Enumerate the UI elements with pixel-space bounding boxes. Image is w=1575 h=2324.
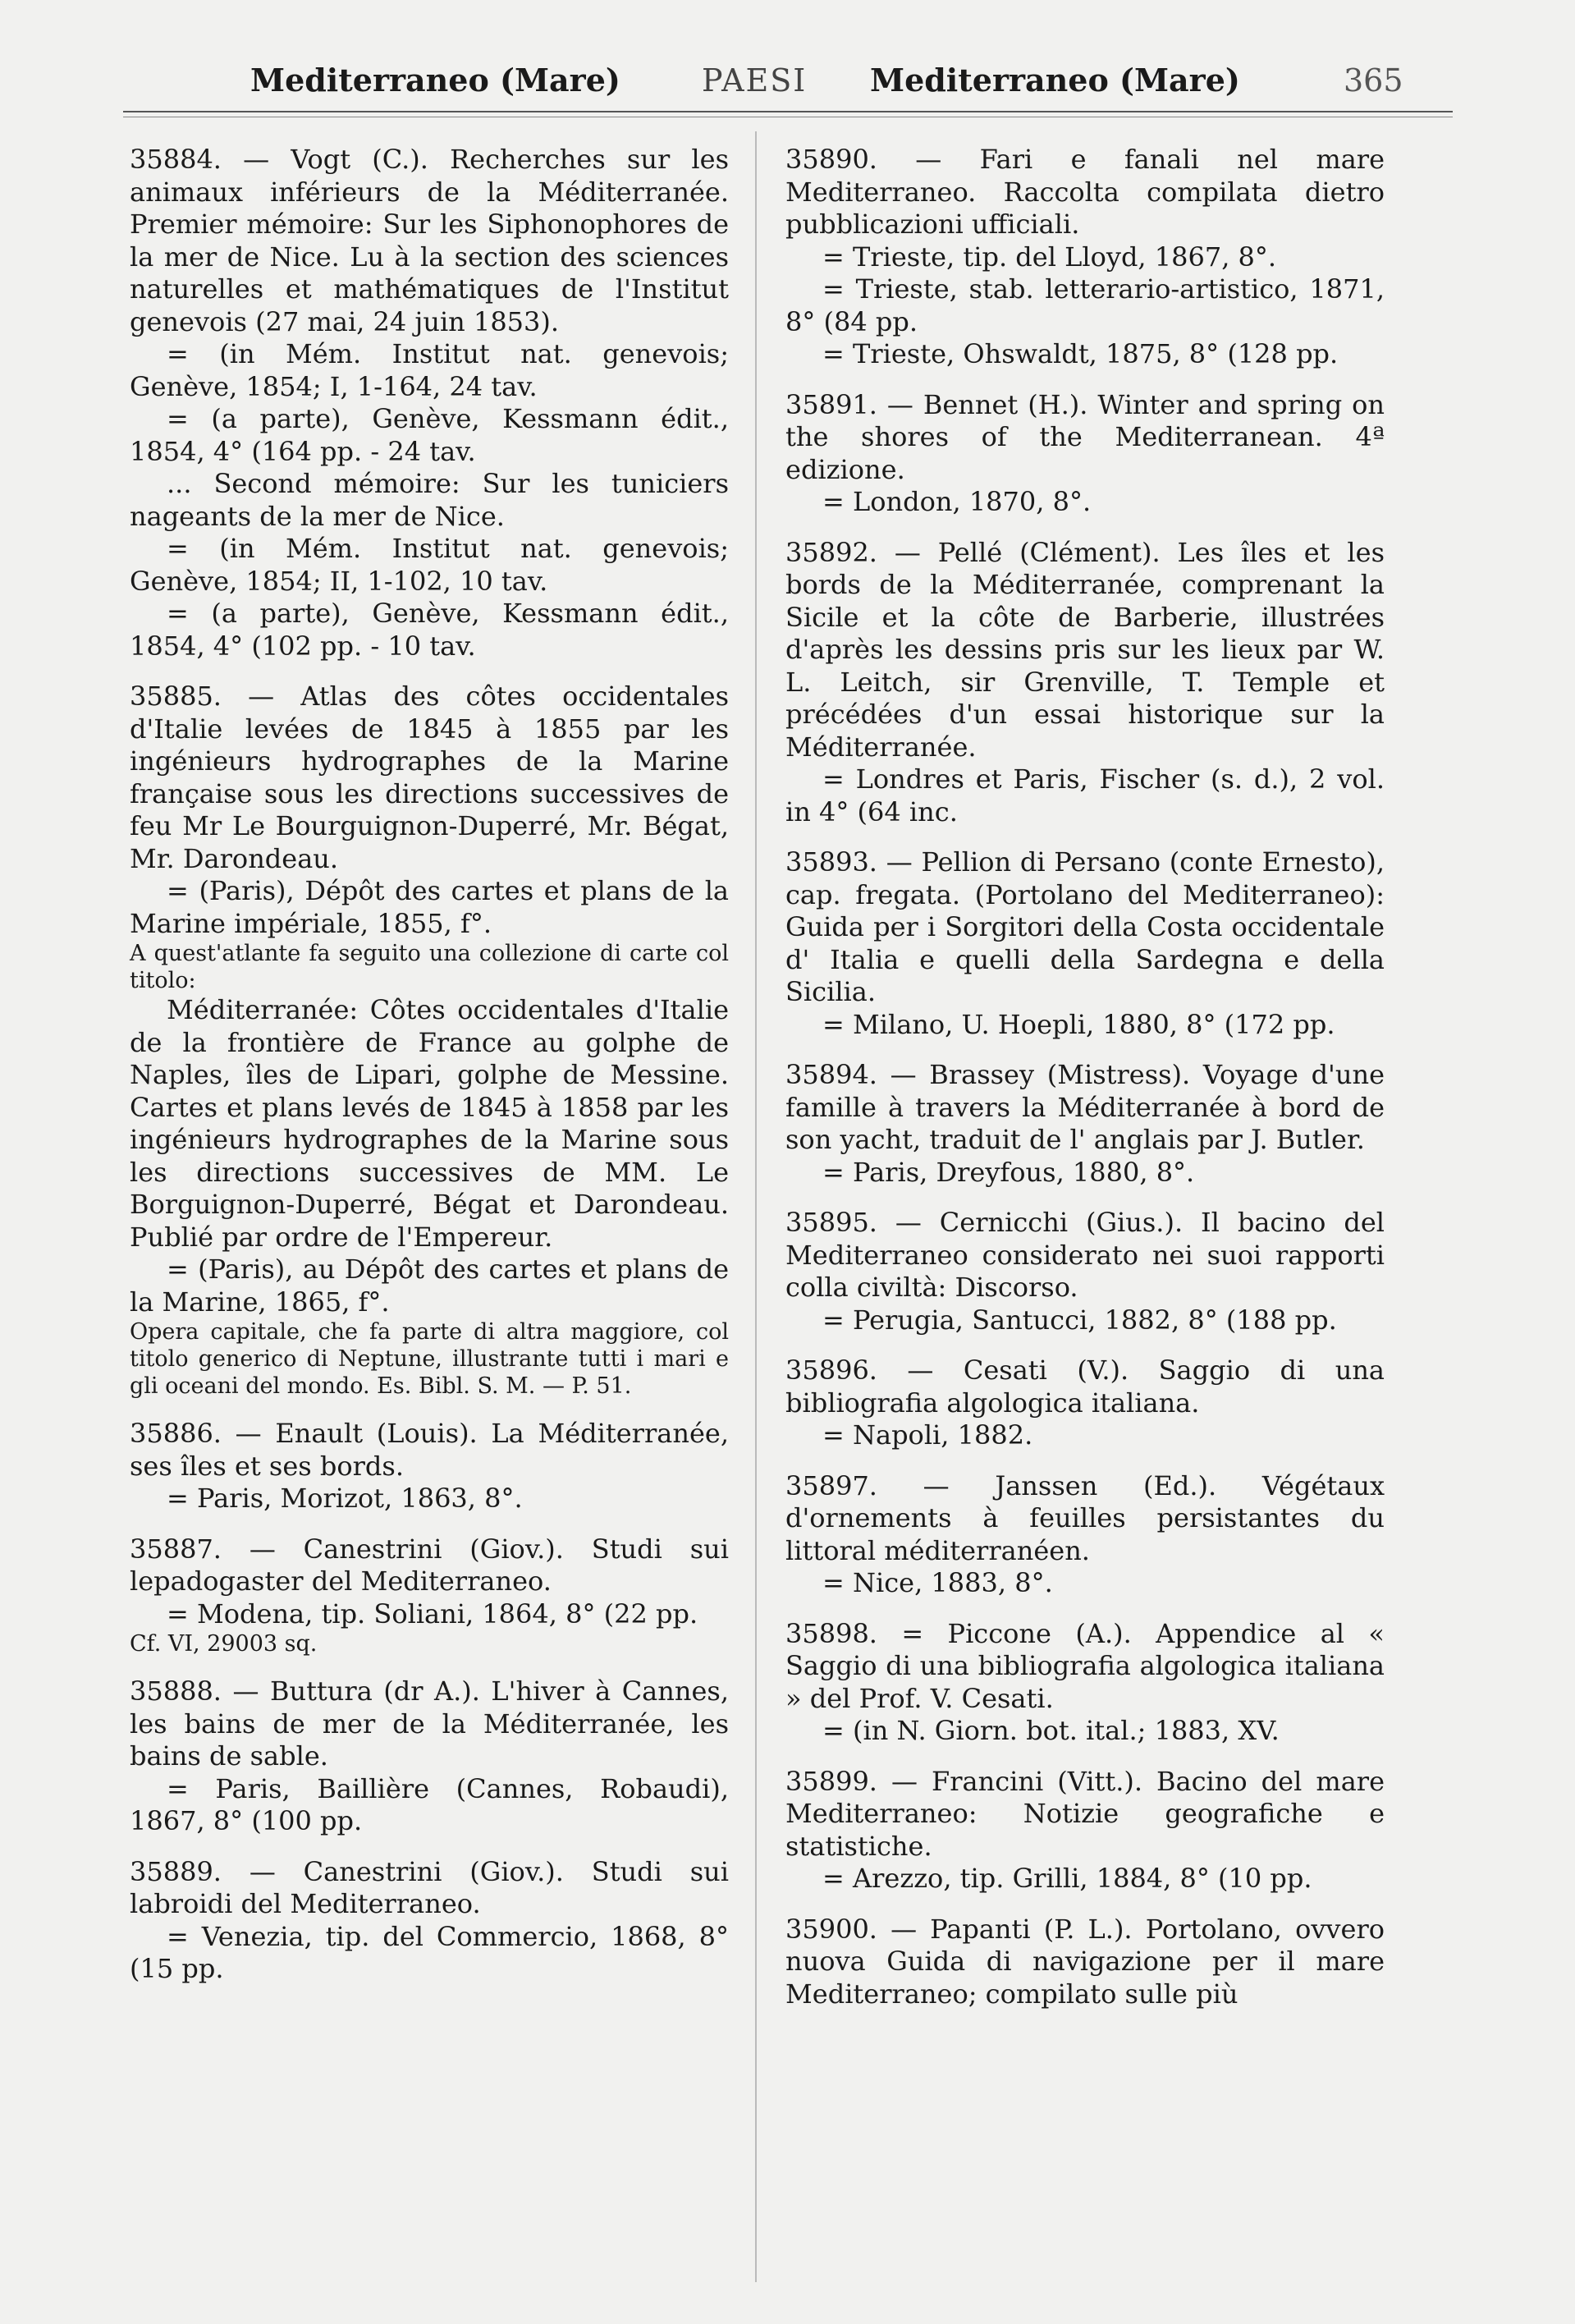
entry-35890 <box>785 144 1385 371</box>
header-right-title: Mediterraneo (Mare) <box>870 62 1240 99</box>
entry-imprint: = Trieste, tip. del Lloyd, 1867, 8°. <box>822 241 1277 273</box>
entry-text: 35900. — Papanti (P. L.). Portolano, ovvero nuova Guida di navigazione per il mare Mediterraneo; compilato sulle più <box>785 1913 1385 2010</box>
entry-imprint: = (a parte), Genève, Kessmann édit., 1854, 4° (102 pp. - 10 tav. <box>130 598 729 662</box>
entry-35896 <box>785 1355 1385 1452</box>
entry-imprint: = Milano, U. Hoepli, 1880, 8° (172 pp. <box>822 1008 1335 1040</box>
entry-imprint: = Londres et Paris, Fischer (s. d.), 2 vol. in 4° (64 inc. <box>785 763 1385 827</box>
entry-text: 35887. — Canestrini (Giov.). Studi sui lepadogaster del Mediterraneo. <box>130 1533 729 1597</box>
entry-text: 35899. — Francini (Vitt.). Bacino del mare Mediterraneo: Notizie geografiche e statistiche. <box>785 1765 1385 1862</box>
entry-text: Méditerranée: Côtes occidentales d'Italie de la frontière de France au golphe de Naples, îles de Lipari, golphe de Messine. Cartes et plans levés de 1845 à 1858 par les ingénieurs hydrographes de la Marine sous les directions successives de MM. Le Borguignon-Duperré, Bégat et Darondeau. Publié par ordre de l'Empereur. <box>130 994 729 1253</box>
entry-imprint: = Trieste, Ohswaldt, 1875, 8° (128 pp. <box>822 338 1339 369</box>
entry-text: 35896. — Cesati (V.). Saggio di una bibliografia algologica italiana. <box>785 1355 1385 1419</box>
entry-35885 <box>130 681 729 1400</box>
entry-35894 <box>785 1059 1385 1189</box>
entry-imprint: = (Paris), Dépôt des cartes et plans de la Marine impériale, 1855, f°. <box>130 875 729 939</box>
entry-35897 <box>785 1470 1385 1600</box>
entry-imprint: = Paris, Dreyfous, 1880, 8°. <box>822 1156 1195 1188</box>
entry-text: 35886. — Enault (Louis). La Méditerranée, ses îles et ses bords. <box>130 1418 729 1482</box>
entry-imprint: = Paris, Morizot, 1863, 8°. <box>167 1483 523 1514</box>
entry-imprint: = (in Mém. Institut nat. genevois; Genève, 1854; II, 1-102, 10 tav. <box>130 533 729 597</box>
entry-text: ... Second mémoire: Sur les tuniciers nageants de la mer de Nice. <box>130 468 729 532</box>
entry-imprint: = (in N. Giorn. bot. ital.; 1883, XV. <box>822 1715 1280 1746</box>
page-number: 365 <box>1344 62 1403 99</box>
entry-imprint: = Trieste, stab. letterario-artistico, 1871, 8° (84 pp. <box>785 273 1385 337</box>
entry-text: 35892. — Pellé (Clément). Les îles et les bords de la Méditerranée, comprenant la Sicile et la côte de Barberie, illustrées d'après les dessins pris sur les lieux par W. L. Leitch, sir Grenville, T. Temple et précédées d'un essai historique sur la Méditerranée. <box>785 536 1385 763</box>
left-column <box>130 144 729 2004</box>
header-rule <box>123 111 1453 112</box>
entry-text: 35897. — Janssen (Ed.). Végétaux d'ornements à feuilles persistantes du littoral méditerranéen. <box>785 1469 1385 1566</box>
entry-35888 <box>130 1675 729 1838</box>
entry-text: 35889. — Canestrini (Giov.). Studi sui labroidi del Mediterraneo. <box>130 1855 729 1919</box>
entry-35887 <box>130 1533 729 1658</box>
entry-imprint: = Arezzo, tip. Grilli, 1884, 8° (10 pp. <box>822 1863 1312 1894</box>
entry-imprint: = Venezia, tip. del Commercio, 1868, 8° (15 pp. <box>130 1920 729 1984</box>
entry-text: 35891. — Bennet (H.). Winter and spring on the shores of the Mediterranean. 4ª edizione. <box>785 388 1385 485</box>
entry-text: 35898. = Piccone (A.). Appendice al « Saggio di una bibliografia algologica italiana » del Prof. V. Cesati. <box>785 1617 1385 1714</box>
right-column <box>785 144 1385 2028</box>
entry-35891 <box>785 389 1385 519</box>
entry-35884 <box>130 144 729 662</box>
entry-text: 35884. — Vogt (C.). Recherches sur les animaux inférieurs de la Méditerranée. Premier mémoire: Sur les Siphonophores de la mer de Nice. Lu à la section des sciences naturelles et mathématiques de l'Institut genevois (27 mai, 24 juin 1853). <box>130 144 729 337</box>
entry-note: Opera capitale, che fa parte di altra maggiore, col titolo generico di Neptune, illustrante tutti i mari e gli oceani del mondo. Es. Bibl. S. M. — P. 51. <box>130 1319 729 1399</box>
header-section: PAESI <box>702 62 808 99</box>
entry-text: 35888. — Buttura (dr A.). L'hiver à Cannes, les bains de mer de la Méditerranée, les bains de sable. <box>130 1675 729 1772</box>
entry-35886 <box>130 1418 729 1515</box>
entry-imprint: = Modena, tip. Soliani, 1864, 8° (22 pp. <box>167 1597 698 1630</box>
entry-note: A quest'atlante fa seguito una collezione di carte col titolo: <box>130 941 729 993</box>
entry-text: 35885. — Atlas des côtes occidentales d'Italie levées de 1845 à 1855 par les ingénieurs hydrographes de la Marine française sous les directions successives de feu Mr Le Bourguignon-Duperré, Mr. Bégat, Mr. Darondeau. <box>130 681 729 874</box>
entry-text: 35894. — Brassey (Mistress). Voyage d'une famille à travers la Méditerranée à bord de son yacht, traduit de l' anglais par J. Butler. <box>785 1059 1385 1155</box>
entry-imprint: = (a parte), Genève, Kessmann édit., 1854, 4° (164 pp. - 24 tav. <box>130 403 729 467</box>
entry-35892 <box>785 537 1385 829</box>
running-header <box>127 59 1457 108</box>
entry-imprint: = Nice, 1883, 8°. <box>822 1567 1053 1598</box>
entry-imprint: = (Paris), au Dépôt des cartes et plans de la Marine, 1865, f°. <box>130 1254 729 1318</box>
entry-text: 35895. — Cernicchi (Gius.). Il bacino del Mediterraneo considerato nei suoi rapporti colla civiltà: Discorso. <box>785 1207 1385 1303</box>
entry-text: 35890. — Fari e fanali nel mare Mediterraneo. Raccolta compilata dietro pubblicazioni ufficiali. <box>785 144 1385 240</box>
column-divider <box>755 131 757 2282</box>
header-left-title: Mediterraneo (Mare) <box>250 62 620 99</box>
entry-imprint: = Napoli, 1882. <box>822 1419 1033 1451</box>
entry-35898 <box>785 1618 1385 1748</box>
entry-35900 <box>785 1914 1385 2011</box>
entry-35893 <box>785 846 1385 1041</box>
entry-imprint: = Paris, Baillière (Cannes, Robaudi), 1867, 8° (100 pp. <box>130 1772 729 1836</box>
entry-imprint: = London, 1870, 8°. <box>822 486 1092 517</box>
entry-35889 <box>130 1856 729 1986</box>
entry-note: Cf. VI, 29003 sq. <box>130 1631 318 1657</box>
entry-imprint: = Perugia, Santucci, 1882, 8° (188 pp. <box>822 1304 1337 1336</box>
entry-text: 35893. — Pellion di Persano (conte Ernesto), cap. fregata. (Portolano del Mediterraneo): Guida per i Sorgitori della Costa occidentale d' Italia e quelli della Sardegna e della Sicilia. <box>785 846 1385 1007</box>
entry-imprint: = (in Mém. Institut nat. genevois; Genève, 1854; I, 1-164, 24 tav. <box>130 338 729 402</box>
entry-35895 <box>785 1207 1385 1336</box>
entry-35899 <box>785 1766 1385 1895</box>
